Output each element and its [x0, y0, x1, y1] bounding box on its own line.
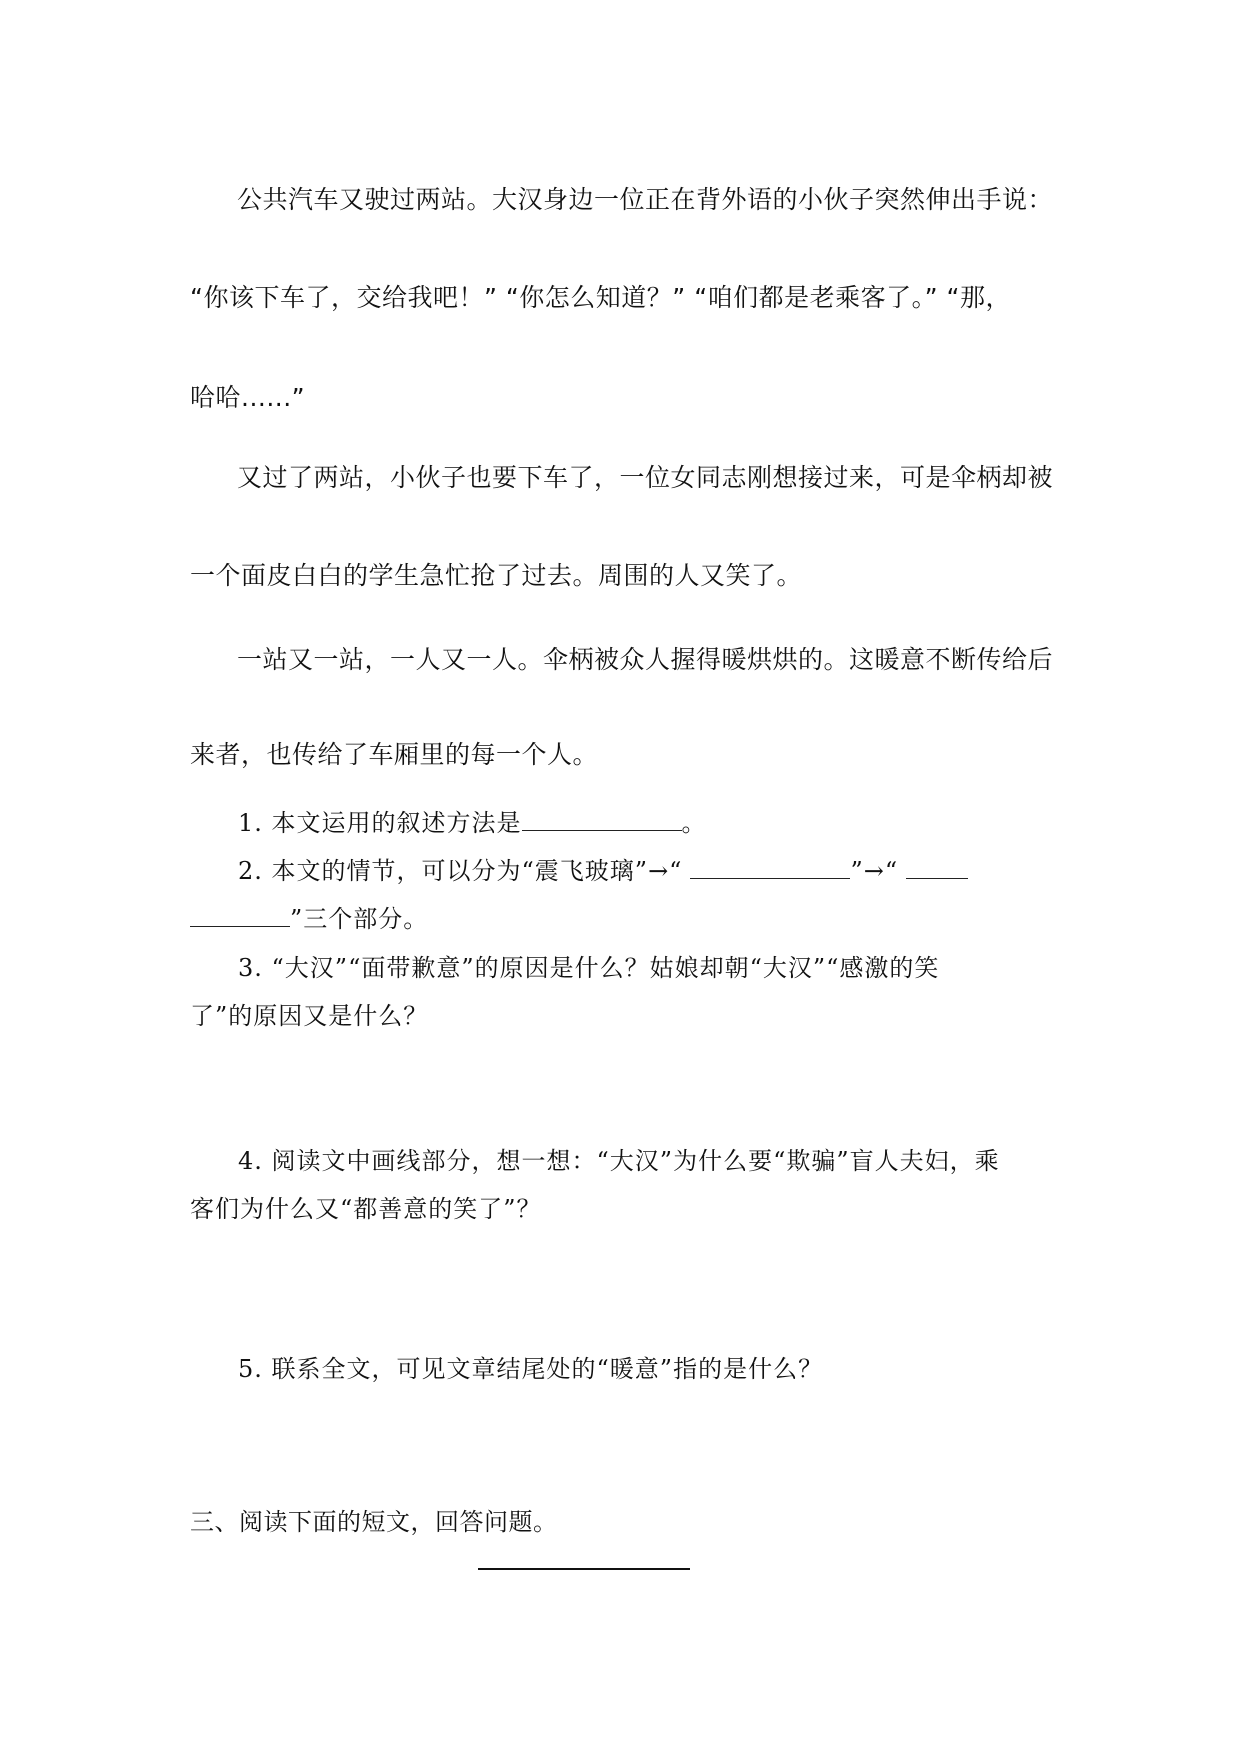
- question-2-text: 2. 本文的情节，可以分为“震飞玻璃”→“: [238, 857, 683, 885]
- passage-p1-line1: 公共汽车又驶过两站。大汉身边一位正在背外语的小伙子突然伸出手说：: [237, 185, 1054, 214]
- question-5: 5. 联系全文，可见文章结尾处的“暖意”指的是什么？: [238, 1355, 824, 1383]
- question-4-line2: 客们为什么又“都善意的笑了”？: [190, 1195, 542, 1223]
- section-3-heading: 三、阅读下面的短文，回答问题。: [190, 1508, 558, 1536]
- answer-blank-1[interactable]: [522, 808, 682, 831]
- question-4-line1: 4. 阅读文中画线部分，想一想：“大汉”为什么要“欺骗”盲人夫妇，乘: [238, 1147, 1000, 1175]
- question-2-suffix: ”三个部分。: [290, 905, 429, 933]
- question-1: [238, 803, 707, 838]
- question-2-line2: [190, 899, 428, 934]
- passage-p2-line1: 又过了两站，小伙子也要下车了，一位女同志刚想接过来，可是伞柄却被: [237, 463, 1054, 492]
- passage-p2-line2: 一个面皮白白的学生急忙抢了过去。周围的人又笑了。: [190, 561, 803, 590]
- question-2-line1: [238, 851, 968, 886]
- passage-p3-line1: 一站又一站，一人又一人。伞柄被众人握得暖烘烘的。这暖意不断传给后: [237, 645, 1054, 674]
- passage-p3-line2: 来者，也传给了车厢里的每一个人。: [190, 740, 599, 769]
- answer-blank-2b-part1[interactable]: [906, 856, 968, 879]
- passage-p1-line3: 哈哈......”: [190, 383, 306, 412]
- question-1-suffix: 。: [681, 809, 707, 837]
- question-2-mid: ”→“: [850, 857, 899, 885]
- question-3-line1: 3. “大汉”“面带歉意”的原因是什么？姑娘却朝“大汉”“感激的笑: [238, 954, 940, 982]
- passage-p1-line2: “你该下车了，交给我吧！” “你怎么知道？” “咱们都是老乘客了。” “那，: [190, 283, 1012, 312]
- title-placeholder-rule: [478, 1568, 690, 1570]
- question-3-line2: 了”的原因又是什么？: [190, 1002, 429, 1030]
- answer-blank-2b-part2[interactable]: [190, 904, 290, 927]
- question-1-text: 1. 本文运用的叙述方法是: [238, 809, 522, 837]
- answer-blank-2a[interactable]: [690, 856, 850, 879]
